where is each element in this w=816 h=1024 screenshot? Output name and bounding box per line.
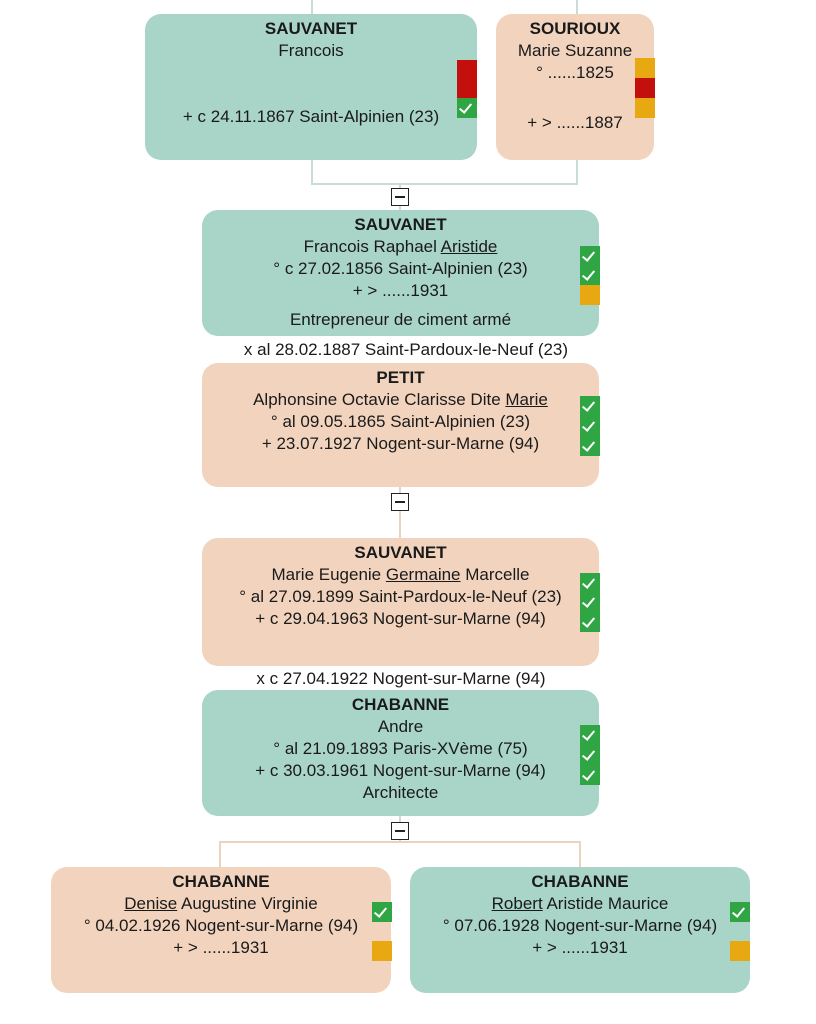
given-names: Marie Eugenie Germaine Marcelle bbox=[271, 565, 530, 584]
surname: CHABANNE bbox=[172, 872, 270, 891]
person-card-chabanne-denise[interactable] bbox=[51, 867, 391, 993]
given-names: Francois bbox=[278, 41, 344, 60]
birth-line bbox=[145, 62, 477, 106]
surname: SAUVANET bbox=[264, 19, 358, 38]
person-card-sourioux-marie-suzanne[interactable] bbox=[496, 14, 654, 160]
surname: CHABANNE bbox=[531, 872, 629, 891]
check-icon bbox=[730, 902, 750, 922]
birth-line: ° c 27.02.1856 Saint-Alpinien (23) bbox=[273, 259, 528, 278]
birth-line: ° 07.06.1928 Nogent-sur-Marne (94) bbox=[442, 916, 718, 935]
person-card-petit-marie[interactable] bbox=[202, 363, 599, 487]
collapse-toggle[interactable] bbox=[391, 822, 409, 840]
check-icon bbox=[580, 265, 600, 285]
connector-line bbox=[219, 841, 221, 869]
birth-line: ° 04.02.1926 Nogent-sur-Marne (94) bbox=[83, 916, 359, 935]
status-red-icon bbox=[457, 79, 477, 99]
status-orange-icon bbox=[635, 58, 655, 78]
status-red-icon bbox=[635, 78, 655, 98]
given-names: Alphonsine Octavie Clarisse Dite Marie bbox=[253, 390, 548, 409]
death-line: + 23.07.1927 Nogent-sur-Marne (94) bbox=[261, 434, 540, 453]
connector-line bbox=[311, 0, 313, 14]
death-line: + c 24.11.1867 Saint-Alpinien (23) bbox=[182, 107, 440, 126]
check-icon bbox=[580, 745, 600, 765]
check-icon bbox=[580, 396, 600, 416]
occupation: Entrepreneur de ciment armé bbox=[289, 310, 512, 329]
birth-line: ° al 09.05.1865 Saint-Alpinien (23) bbox=[270, 412, 531, 431]
marriage-label: x c 27.04.1922 Nogent-sur-Marne (94) bbox=[256, 669, 546, 688]
death-line: + > ......1931 bbox=[173, 938, 269, 957]
status-red-icon bbox=[457, 60, 477, 80]
check-icon bbox=[580, 592, 600, 612]
occupation: Architecte bbox=[362, 783, 439, 802]
birth-line: ° ......1825 bbox=[536, 63, 614, 82]
death-line: + > ......1931 bbox=[352, 281, 449, 300]
check-icon bbox=[580, 765, 600, 785]
surname: CHABANNE bbox=[351, 695, 450, 714]
person-card-sauvanet-francois[interactable] bbox=[145, 14, 477, 160]
given-names: Robert Aristide Maurice bbox=[491, 894, 669, 913]
usual-name: Aristide bbox=[440, 237, 498, 256]
surname: PETIT bbox=[376, 368, 425, 387]
person-card-sauvanet-germaine[interactable] bbox=[202, 538, 599, 666]
person-card-chabanne-robert[interactable] bbox=[410, 867, 750, 993]
death-line: + > ......1931 bbox=[532, 938, 628, 957]
connector-line bbox=[219, 841, 581, 843]
birth-line: ° al 27.09.1899 Saint-Pardoux-le-Neuf (23) bbox=[239, 587, 562, 606]
status-orange-icon bbox=[372, 941, 392, 961]
death-line: + c 29.04.1963 Nogent-sur-Marne (94) bbox=[255, 609, 546, 628]
check-icon bbox=[580, 436, 600, 456]
check-icon bbox=[580, 725, 600, 745]
marriage-label: x al 28.02.1887 Saint-Pardoux-le-Neuf (23) bbox=[243, 340, 569, 359]
check-icon bbox=[580, 573, 600, 593]
check-icon bbox=[580, 612, 600, 632]
given-names: Marie Suzanne bbox=[517, 41, 633, 60]
connector-line bbox=[576, 0, 578, 14]
status-orange-icon bbox=[730, 941, 750, 961]
collapse-toggle[interactable] bbox=[391, 493, 409, 511]
collapse-toggle[interactable] bbox=[391, 188, 409, 206]
check-icon bbox=[580, 416, 600, 436]
connector-line bbox=[311, 183, 578, 185]
usual-name: Denise bbox=[124, 894, 178, 913]
given-names: Francois Raphael Aristide bbox=[303, 237, 498, 256]
given-names: Denise Augustine Virginie bbox=[124, 894, 318, 913]
check-icon bbox=[372, 902, 392, 922]
birth-line: ° al 21.09.1893 Paris-XVème (75) bbox=[273, 739, 528, 758]
person-card-sauvanet-aristide[interactable] bbox=[202, 210, 599, 336]
surname: SOURIOUX bbox=[529, 19, 621, 38]
given-names: Andre bbox=[377, 717, 424, 736]
surname: SAUVANET bbox=[354, 543, 447, 562]
status-orange-icon bbox=[580, 285, 600, 305]
usual-name: Germaine bbox=[385, 565, 461, 584]
usual-name: Marie bbox=[505, 390, 548, 409]
surname: SAUVANET bbox=[354, 215, 447, 234]
death-line: + > ......1887 bbox=[527, 113, 623, 132]
person-card-chabanne-andre[interactable] bbox=[202, 690, 599, 816]
connector-line bbox=[576, 158, 578, 184]
connector-line bbox=[579, 841, 581, 869]
check-icon bbox=[457, 98, 477, 118]
check-icon bbox=[580, 246, 600, 266]
death-line: + c 30.03.1961 Nogent-sur-Marne (94) bbox=[255, 761, 546, 780]
connector-line bbox=[311, 158, 313, 184]
status-orange-icon bbox=[635, 98, 655, 118]
usual-name: Robert bbox=[491, 894, 543, 913]
